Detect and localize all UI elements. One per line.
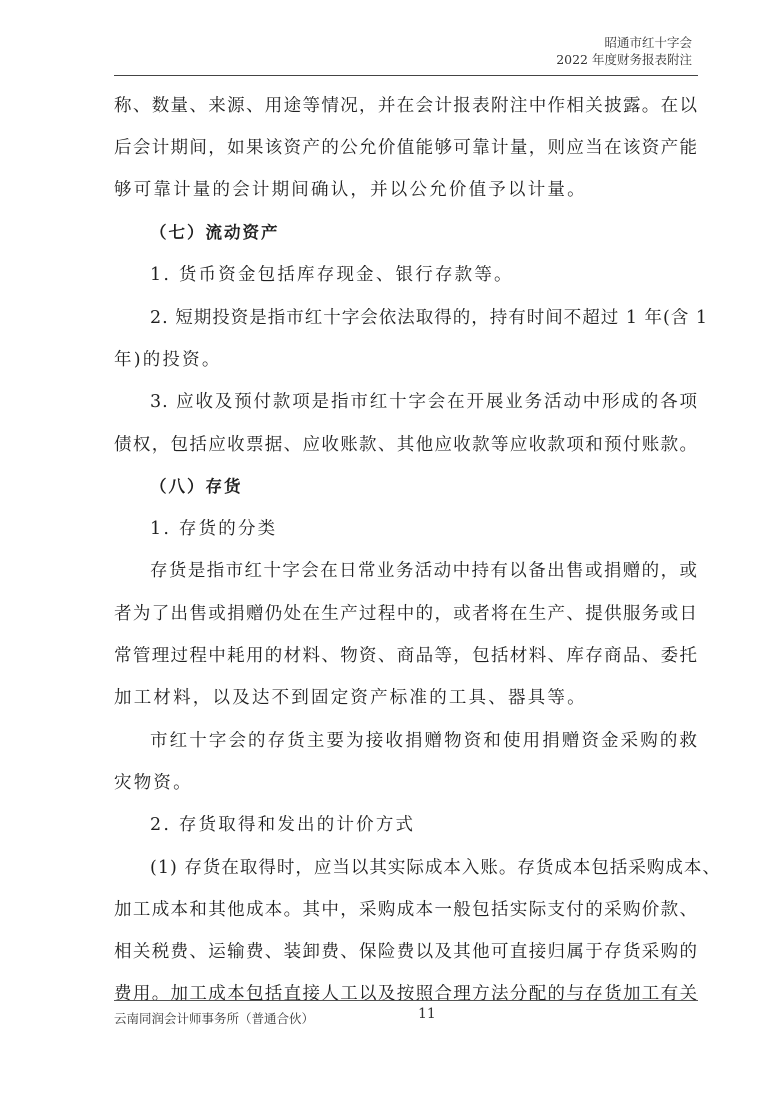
footer-firm-name: 云南同润会计师事务所（普通合伙）	[114, 1011, 315, 1026]
text-line: 称、数量、来源、用途等情况，并在会计报表附注中作相关披露。在以	[114, 96, 698, 116]
header-organization: 昭通市红十字会	[604, 35, 692, 50]
text-line: 灾物资。	[114, 773, 193, 793]
text-line: 1. 存货的分类	[150, 519, 278, 539]
text-line: 2. 存货取得和发出的计价方式	[150, 815, 416, 835]
section-heading-current-assets: （七）流动资产	[150, 223, 280, 242]
text-line: 债权，包括应收票据、应收账款、其他应收款等应收款项和预付账款。	[114, 435, 698, 455]
text-line: 常管理过程中耗用的材料、物资、商品等，包括材料、库存商品、委托	[114, 646, 698, 666]
text-line: 1. 货币资金包括库存现金、银行存款等。	[150, 265, 514, 285]
page-number: 11	[418, 1006, 436, 1022]
text-line: 加工成本和其他成本。其中，采购成本一般包括实际支付的采购价款、	[114, 900, 698, 920]
text-line: 者为了出售或捐赠仍处在生产过程中的，或者将在生产、提供服务或日	[114, 604, 698, 624]
text-line: 费用。加工成本包括直接人工以及按照合理方法分配的与存货加工有关	[114, 984, 698, 1004]
text-line: 相关税费、运输费、装卸费、保险费以及其他可直接归属于存货采购的	[114, 942, 698, 962]
text-line: 年)的投资。	[114, 350, 222, 370]
header-divider	[114, 75, 698, 76]
text-line: 够可靠计量的会计期间确认，并以公允价值予以计量。	[114, 180, 587, 200]
text-line: 市红十字会的存货主要为接收捐赠物资和使用捐赠资金采购的救	[150, 731, 698, 751]
header-report-title: 2022 年度财务报表附注	[556, 52, 692, 67]
text-line: 加工材料，以及达不到固定资产标准的工具、器具等。	[114, 688, 587, 708]
text-line: (1) 存货在取得时，应当以其实际成本入账。存货成本包括采购成本、	[150, 858, 721, 878]
text-line: 后会计期间，如果该资产的公允价值能够可靠计量，则应当在该资产能	[114, 138, 698, 158]
page-header	[556, 34, 692, 68]
section-heading-inventory: （八）存货	[150, 477, 243, 496]
text-line: 3. 应收及预付款项是指市红十字会在开展业务活动中形成的各项	[150, 392, 698, 412]
text-line: 存货是指市红十字会在日常业务活动中持有以备出售或捐赠的，或	[150, 561, 698, 581]
text-line: 2. 短期投资是指市红十字会依法取得的，持有时间不超过 1 年(含 1	[150, 308, 709, 328]
footer-divider	[114, 1000, 698, 1001]
